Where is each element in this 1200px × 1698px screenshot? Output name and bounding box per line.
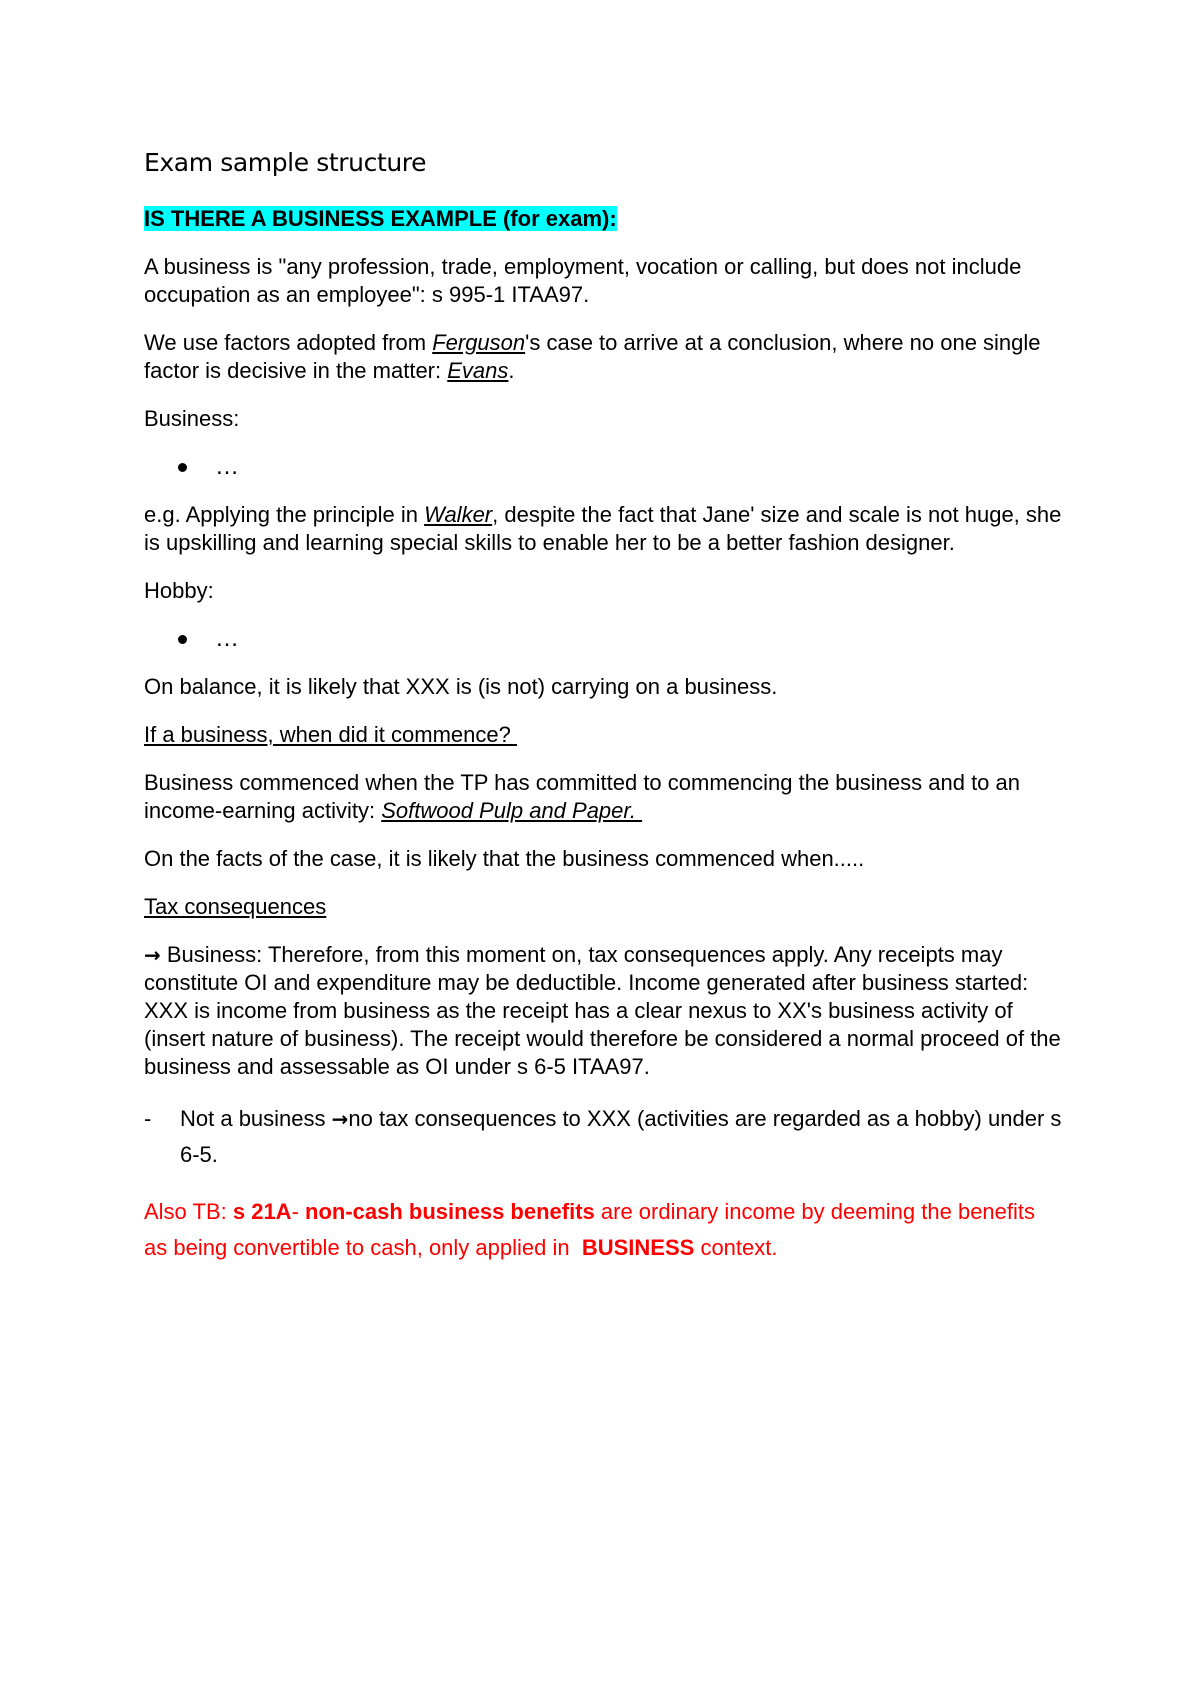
facts-paragraph: On the facts of the case, it is likely that the business commenced when.....	[144, 846, 865, 871]
case-evans: Evans	[447, 358, 509, 383]
dash-marker: -	[144, 1106, 152, 1131]
not-business-item	[144, 1101, 1064, 1172]
factors-paragraph: We use factors adopted from Ferguson's case to arrive at a conclusion, where no one single factor is decisive in the matter: Evans.	[144, 330, 1041, 383]
case-walker: Walker	[424, 502, 493, 527]
case-ferguson: Ferguson	[432, 330, 526, 355]
example-paragraph: e.g. Applying the principle in Walker, despite the fact that Jane' size and scale is not huge, she is upskilling and learning special skills to enable her to be a better fashion designer.	[144, 502, 1062, 555]
bullet-icon	[178, 463, 187, 472]
arrow-right-icon: →	[144, 943, 161, 967]
not-business-text: Not a business →no tax consequences to XXX (activities are regarded as a hobby) under s 6-5.	[180, 1106, 1062, 1167]
bullet-icon	[178, 635, 187, 644]
section-heading	[144, 205, 1064, 233]
balance-paragraph: On balance, it is likely that XXX is (is not) carrying on a business.	[144, 674, 778, 699]
hobby-label: Hobby:	[144, 578, 214, 603]
business-definition: A business is "any profession, trade, employment, vocation or calling, but does not include occupation as an employee": s 995-1 ITAA97.	[144, 254, 1022, 307]
tax-heading: Tax consequences	[144, 894, 327, 919]
commenced-paragraph: Business commenced when the TP has committed to commencing the business and to an income-earning activity: Softwood Pulp and Paper.	[144, 770, 1020, 823]
business-label: Business:	[144, 406, 240, 431]
commence-heading: If a business, when did it commence?	[144, 722, 517, 747]
also-tb-paragraph: Also TB: s 21A- non-cash business benefits are ordinary income by deeming the benefits as being convertible to cash, only applied in BUSINESS context.	[144, 1199, 1042, 1260]
case-softwood: Softwood Pulp and Paper.	[381, 798, 643, 823]
document-content	[144, 146, 1064, 1286]
business-bullet-item	[144, 453, 1064, 481]
tax-paragraph: → Business: Therefore, from this moment on, tax consequences apply. Any receipts may constitute OI and expenditure may be deductible. Income generated after business started: XXX is income from business as the receipt has a clear nexus to XX's business activity of (insert nature of business). The receipt would therefore be considered a normal proceed of the business and assessable as OI under s 6-5 ITAA97.	[144, 942, 1061, 1079]
document-title: Exam sample structure	[144, 148, 427, 177]
highlighted-heading: IS THERE A BUSINESS EXAMPLE (for exam):	[144, 206, 617, 231]
hobby-bullet-item	[144, 625, 1064, 653]
arrow-right-icon: →	[331, 1107, 349, 1131]
bullet-text: …	[215, 625, 240, 652]
bullet-text: …	[215, 453, 240, 480]
